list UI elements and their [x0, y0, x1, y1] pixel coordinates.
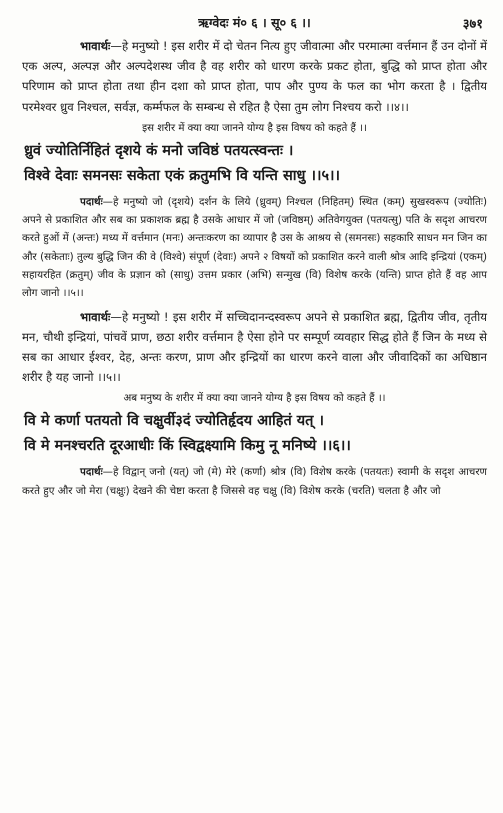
- mantra-5-line-2: विश्वे देवाः समनसः सकेता एकं क्रतुमभि वि यन्ति साधु ।।५।।: [24, 167, 341, 184]
- mantra-6-line-2: वि मे मनश्चरति दूरआधीः किं स्विद्वक्ष्यामि किमु नू मनिष्ये ।।६।।: [24, 438, 351, 455]
- bhavartha-label: भावार्थः: [80, 39, 111, 53]
- running-title: ऋग्वेदः मं० ६ । सू० ६ ।।: [198, 15, 311, 30]
- padartha-paragraph-5: [22, 193, 487, 303]
- mantra-6-line-1: वि मे कर्णा पतयतो वि चक्षुर्वी३दं ज्योतिर्हृदय आहितं यत् ।: [24, 413, 324, 430]
- bhavartha-label: भावार्थः: [80, 309, 111, 324]
- topic-note-1: इस शरीर में क्या क्या जानने योग्य है इस विषय को कहते हैं ।।: [142, 122, 367, 134]
- page-number: ३७१: [462, 17, 483, 32]
- bhavartha-paragraph-5: [22, 307, 487, 388]
- page-header: [22, 14, 487, 36]
- bhavartha-paragraph-4: [22, 36, 487, 117]
- bhavartha-text: —हे मनुष्यो ! इस शरीर में सच्चिदानन्दस्वरूप अपने से प्रकाशित ब्रह्म, द्वितीय जीव, तृतीय मन, चौथी इन्द्रियां, पांचवें प्राण, छठा शरीर वर्त्तमान है ऐसा होने पर सम्पूर्ण व्यवहार सिद्ध होते हैं जिन के मध्य से सब का आधार ईश्वर, देह, अन्तः करण, प्राण और इन्द्रियों का धारण करने वाला और जीवादिकों का अधिष्ठान शरीर है यह जानो ।।५।।: [22, 309, 487, 385]
- padartha-paragraph-6: [22, 463, 487, 500]
- padartha-text: —हे मनुष्यो जो (दृशये) दर्शन के लिये (ध्रुवम्) निश्चल (निहितम्) स्थित (कम्) सुखस्वरूप (ज्योतिः) अपने से प्रकाशित और सब का प्रकाशक ब्रह्म है उसके आधार में जो (जविष्ठम्) अतिवेगयुक्त (पतयत्सु) पति के सदृश आचरण करते हुओं में (अन्तः) मध्य में वर्त्तमान (मनः) अन्तःकरण का व्यापार है उस के आश्रय से (समनसः) सहकारि साधन मन जिन का और (सकेताः) तुल्य बुद्धि जिन की वे (विश्वे) संपूर्ण (देवाः) अपने २ विषयों को प्रकाशित करने वाली श्रोत्र आदि इन्द्रियां (एकम्) सहायरहित (क्रतुम्) जीव के प्रज्ञान को (साधु) उत्तम प्रकार (अभि) सन्मुख (वि) विशेष करके (यन्ति) प्राप्त होते हैं वह आप लोग जानो ।।५।।: [22, 195, 487, 300]
- bhavartha-text: —हे मनुष्यो ! इस शरीर में दो चेतन नित्य हुए जीवात्मा और परमात्मा वर्त्तमान हैं उन दोनों में एक अल्प, अल्पज्ञ और अल्पदेशस्थ जीव है वह शरीर को धारण करके प्रकट होता, बुद्धि को प्राप्त होता और परिणाम को प्राप्त होता तथा हीन दशा को प्राप्त होता, पाप और पुण्य के फल का भोग करता है । द्वितीय परमेश्वर ध्रुव निश्चल, सर्वज्ञ, कर्म्मफल के सम्बन्ध से रहित है ऐसा तुम लोग निश्चय करो ।।४।।: [22, 39, 487, 114]
- padartha-label: पदार्थः: [80, 195, 103, 208]
- topic-note-2: अब मनुष्य के शरीर में क्या क्या जानने योग्य है इस विषय को कहते हैं ।।: [123, 393, 386, 405]
- mantra-5-line-1: ध्रुवं ज्योतिर्निहितं दृशये कं मनो जविष्ठं पतयत्स्वन्तः ।: [24, 142, 294, 159]
- padartha-label: पदार्थः: [80, 466, 103, 479]
- padartha-text: —हे विद्वान् जनो (यत्) जो (मे) मेरे (कर्णा) श्रोत्र (वि) विशेष करके (पतयतः) स्वामी के सदृश आचरण करते हुए और जो मेरा (चक्षुः) देखने की चेष्टा करता है जिससे वह चक्षु (वि) विशेष करके (चरति) चलता है और जो: [22, 466, 487, 497]
